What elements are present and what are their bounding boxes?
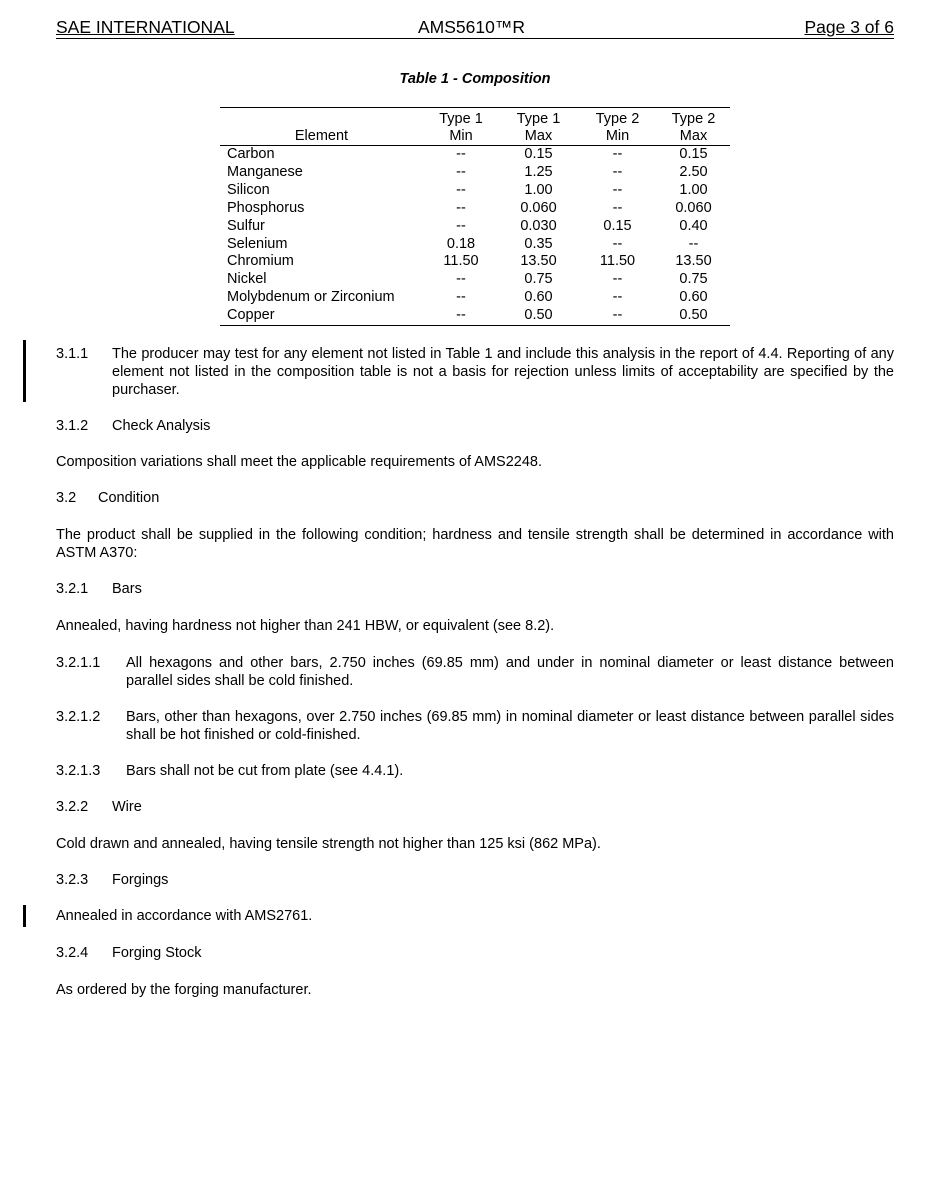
- table-title: Table 1 - Composition: [399, 71, 551, 87]
- section-title: Forgings: [112, 872, 169, 888]
- composition-table: [220, 107, 730, 326]
- section-3-2-1-1: [56, 654, 894, 690]
- table-header-row: [220, 108, 730, 146]
- table-row: Phosphorus -- 0.060 -- 0.060: [227, 199, 712, 216]
- table-row: Sulfur -- 0.030 0.15 0.40: [227, 217, 708, 234]
- section-3-1-1: [56, 345, 894, 399]
- table-row: Carbon -- 0.15 -- 0.15: [227, 146, 708, 162]
- section-3-2-1-heading: [56, 580, 894, 598]
- section-text: Bars, other than hexagons, over 2.750 inches (69.85 mm) in nominal diameter or least distance between parallel sides shall be hot finished or cold-finished.: [126, 709, 894, 743]
- section-3-2-3-heading: [56, 871, 894, 889]
- section-3-2-1-3: [56, 762, 894, 780]
- paragraph: Annealed in accordance with AMS2761.: [56, 908, 313, 924]
- paragraph: Composition variations shall meet the applicable requirements of AMS2248.: [56, 454, 543, 470]
- section-title: Condition: [98, 490, 160, 506]
- section-number: 3.2.3: [56, 872, 89, 888]
- table-row: Nickel -- 0.75 -- 0.75: [227, 271, 708, 288]
- header-org: SAE INTERNATIONAL: [56, 17, 235, 37]
- header-type2-min: Type 2 Min: [578, 108, 657, 146]
- section-3-1-2-heading: [56, 417, 894, 435]
- table-row: Molybdenum or Zirconium -- 0.60 -- 0.60: [227, 289, 708, 306]
- section-number: 3.2.2: [56, 799, 89, 815]
- header-type1-max: Type 1 Max: [499, 108, 578, 146]
- header-element: Element: [220, 108, 423, 146]
- section-3-2-1-2: [56, 708, 894, 744]
- section-text: All hexagons and other bars, 2.750 inches (69.85 mm) and under in nominal diameter or least distance between parallel sides shall be cold finished.: [126, 655, 894, 689]
- table-row: Manganese -- 1.25 -- 2.50: [227, 163, 708, 180]
- section-number: 3.2.1.1: [56, 655, 101, 671]
- section-number: 3.2.1.2: [56, 709, 101, 725]
- section-title: Wire: [112, 799, 142, 815]
- header-doc-number: AMS5610™R: [418, 17, 525, 37]
- section-3-2-heading: [56, 489, 894, 507]
- revision-change-bar: [23, 340, 26, 402]
- table-row: Chromium 11.50 13.50 11.50 13.50: [227, 253, 712, 270]
- section-text: Bars shall not be cut from plate (see 4.4.1).: [126, 763, 404, 779]
- paragraph: As ordered by the forging manufacturer.: [56, 982, 312, 998]
- section-number: 3.2.1.3: [56, 763, 101, 779]
- paragraph: Cold drawn and annealed, having tensile strength not higher than 125 ksi (862 MPa).: [56, 836, 601, 852]
- section-3-2-4-heading: [56, 944, 894, 962]
- header-page-number: Page 3 of 6: [804, 17, 894, 37]
- section-number: 3.2.4: [56, 945, 89, 961]
- paragraph: Annealed, having hardness not higher than 241 HBW, or equivalent (see 8.2).: [56, 618, 555, 634]
- section-text: The producer may test for any element not listed in Table 1 and include this analysis in the report of 4.4. Reporting of any element not listed in the composition table is not a basis for rejection unless limits of acceptability are specified by the purchaser.: [112, 346, 894, 398]
- table-row: Copper -- 0.50 -- 0.50: [220, 307, 730, 325]
- paragraph: The product shall be supplied in the following condition; hardness and tensile strength shall be determined in accordance with ASTM A370:: [56, 527, 894, 561]
- revision-change-bar: [23, 905, 26, 927]
- section-title: Check Analysis: [112, 418, 211, 434]
- section-title: Bars: [112, 581, 142, 597]
- section-number: 3.2.1: [56, 581, 89, 597]
- section-3-2-2-heading: [56, 798, 894, 816]
- header-type2-max: Type 2 Max: [657, 108, 730, 146]
- section-number: 3.2: [56, 490, 77, 506]
- table-row: Silicon -- 1.00 -- 1.00: [227, 181, 708, 198]
- header-type1-min: Type 1 Min: [423, 108, 499, 146]
- section-number: 3.1.2: [56, 418, 89, 434]
- table-row: Selenium 0.18 0.35 -- --: [227, 235, 699, 252]
- section-title: Forging Stock: [112, 945, 202, 961]
- page-header: [56, 17, 894, 39]
- section-number: 3.1.1: [56, 346, 89, 362]
